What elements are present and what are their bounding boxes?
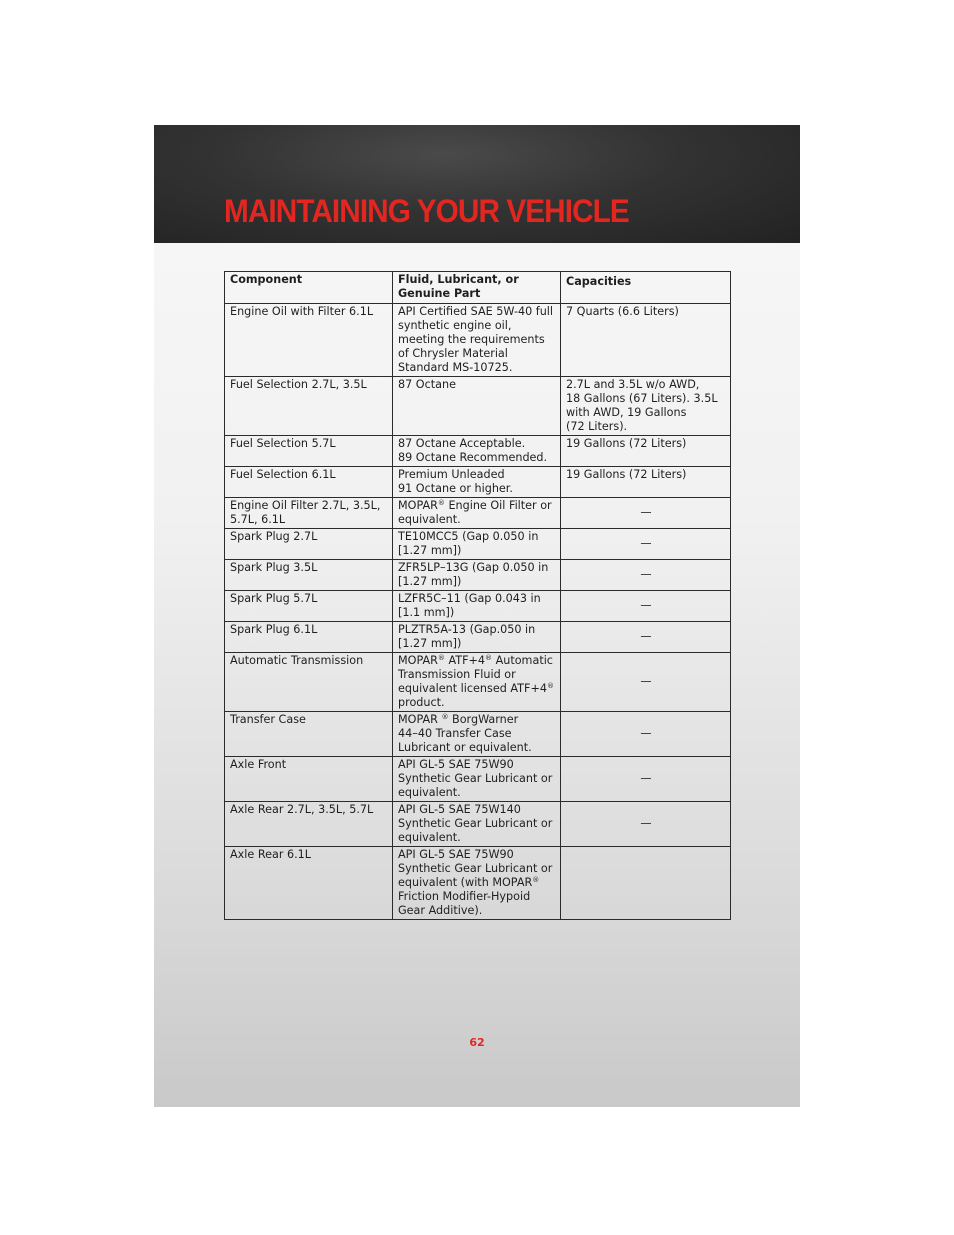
header-fluid: Fluid, Lubricant, or Genuine Part	[393, 272, 561, 304]
cell-fluid: 87 Octane Acceptable. 89 Octane Recommended.	[393, 436, 561, 467]
cell-fluid: API Certified SAE 5W-40 full synthetic engine oil, meeting the requirements of Chrysler Material Standard MS-10725.	[393, 304, 561, 377]
fluids-capacities-table	[224, 271, 731, 920]
table-row	[225, 529, 731, 560]
cell-component: Engine Oil Filter 2.7L, 3.5L, 5.7L, 6.1L	[225, 498, 393, 529]
cell-fluid: API GL-5 SAE 75W90 Synthetic Gear Lubricant or equivalent.	[393, 757, 561, 802]
cell-capacity: 2.7L and 3.5L w/o AWD, 18 Gallons (67 Liters). 3.5L with AWD, 19 Gallons (72 Liters).	[561, 377, 731, 436]
table-row	[225, 802, 731, 847]
cell-capacity: —	[561, 653, 731, 712]
section-header	[154, 125, 800, 243]
cell-capacity: 19 Gallons (72 Liters)	[561, 467, 731, 498]
cell-fluid: MOPAR® Engine Oil Filter or equivalent.	[393, 498, 561, 529]
cell-capacity: —	[561, 498, 731, 529]
table-row	[225, 757, 731, 802]
table-row	[225, 847, 731, 920]
table-body	[225, 304, 731, 920]
cell-component: Engine Oil with Filter 6.1L	[225, 304, 393, 377]
cell-capacity: —	[561, 802, 731, 847]
cell-capacity: —	[561, 622, 731, 653]
cell-fluid: Premium Unleaded 91 Octane or higher.	[393, 467, 561, 498]
cell-component: Spark Plug 5.7L	[225, 591, 393, 622]
cell-capacity: —	[561, 560, 731, 591]
table-row	[225, 377, 731, 436]
cell-fluid: TE10MCC5 (Gap 0.050 in [1.27 mm])	[393, 529, 561, 560]
table-row	[225, 622, 731, 653]
cell-capacity: —	[561, 712, 731, 757]
cell-fluid: 87 Octane	[393, 377, 561, 436]
cell-component: Axle Rear 2.7L, 3.5L, 5.7L	[225, 802, 393, 847]
cell-fluid: MOPAR® ATF+4® Automatic Transmission Fluid or equivalent licensed ATF+4® product.	[393, 653, 561, 712]
table-row	[225, 560, 731, 591]
cell-component: Axle Front	[225, 757, 393, 802]
cell-component: Automatic Transmission	[225, 653, 393, 712]
cell-fluid: API GL-5 SAE 75W140 Synthetic Gear Lubricant or equivalent.	[393, 802, 561, 847]
table-row	[225, 436, 731, 467]
cell-component: Spark Plug 3.5L	[225, 560, 393, 591]
cell-capacity	[561, 847, 731, 920]
cell-fluid: API GL-5 SAE 75W90 Synthetic Gear Lubricant or equivalent (with MOPAR® Friction Modifier-Hypoid Gear Additive).	[393, 847, 561, 920]
cell-capacity: 7 Quarts (6.6 Liters)	[561, 304, 731, 377]
page-number: 62	[469, 1036, 485, 1049]
table-row	[225, 653, 731, 712]
table-row	[225, 304, 731, 377]
cell-component: Spark Plug 6.1L	[225, 622, 393, 653]
cell-component: Spark Plug 2.7L	[225, 529, 393, 560]
table-row	[225, 498, 731, 529]
header-capacities: Capacities	[561, 272, 731, 304]
header-component: Component	[225, 272, 393, 304]
cell-component: Fuel Selection 5.7L	[225, 436, 393, 467]
cell-capacity: —	[561, 529, 731, 560]
cell-component: Axle Rear 6.1L	[225, 847, 393, 920]
cell-fluid: MOPAR ® BorgWarner 44–40 Transfer Case Lubricant or equivalent.	[393, 712, 561, 757]
cell-component: Fuel Selection 2.7L, 3.5L	[225, 377, 393, 436]
cell-capacity: —	[561, 757, 731, 802]
table-row	[225, 467, 731, 498]
manual-page	[154, 125, 800, 1107]
cell-fluid: ZFR5LP–13G (Gap 0.050 in [1.27 mm])	[393, 560, 561, 591]
table-row	[225, 591, 731, 622]
cell-component: Fuel Selection 6.1L	[225, 467, 393, 498]
cell-component: Transfer Case	[225, 712, 393, 757]
table-row	[225, 712, 731, 757]
section-title: MAINTAINING YOUR VEHICLE	[224, 193, 629, 229]
cell-fluid: LZFR5C–11 (Gap 0.043 in [1.1 mm])	[393, 591, 561, 622]
cell-capacity: 19 Gallons (72 Liters)	[561, 436, 731, 467]
table-header-row	[225, 272, 731, 304]
cell-fluid: PLZTR5A-13 (Gap.050 in [1.27 mm])	[393, 622, 561, 653]
cell-capacity: —	[561, 591, 731, 622]
